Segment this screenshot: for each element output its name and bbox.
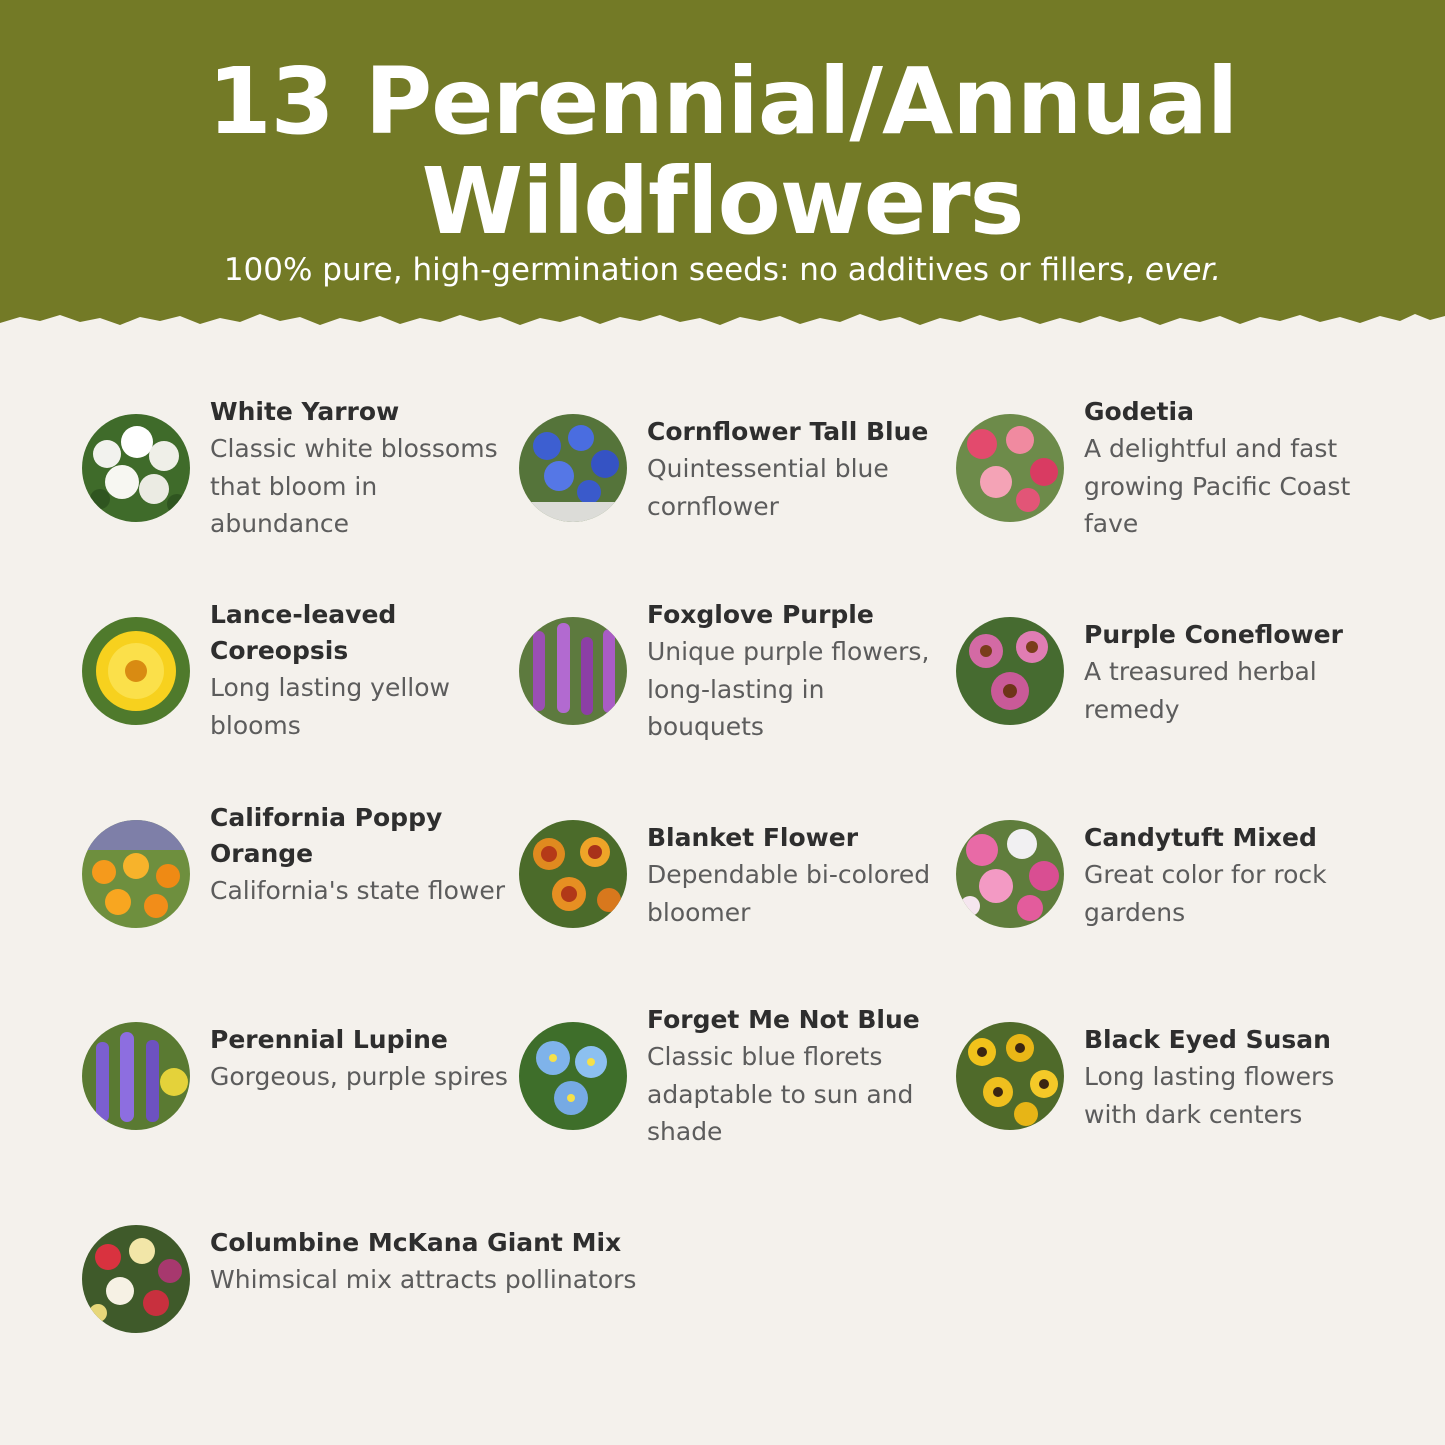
flower-description: Long lasting yellow blooms <box>210 673 450 740</box>
flower-description: Long lasting flowers with dark centers <box>1084 1062 1335 1129</box>
white-yarrow-photo-icon <box>82 414 190 522</box>
flower-description: Dependable bi-colored bloomer <box>647 860 931 927</box>
flower-description: A treasured herbal remedy <box>1084 657 1317 724</box>
flower-item <box>82 803 505 940</box>
flower-item <box>82 600 502 740</box>
flower-item <box>82 1225 722 1345</box>
flower-description: Gorgeous, purple spires <box>210 1062 508 1091</box>
flower-item <box>519 1005 939 1146</box>
flower-item <box>956 617 1376 737</box>
page-subtitle <box>0 250 1445 290</box>
black-eyed-susan-photo-icon <box>956 1022 1064 1130</box>
page-title-line-2: Wildflowers <box>421 148 1024 255</box>
flower-item <box>956 820 1376 940</box>
flower-name: Blanket Flower <box>647 823 859 852</box>
subtitle-emphasis: ever. <box>1144 252 1222 288</box>
columbine-photo-icon <box>82 1225 190 1333</box>
flower-item <box>519 414 939 534</box>
flower-name: Cornflower Tall Blue <box>647 417 929 446</box>
flower-name: Black Eyed Susan <box>1084 1025 1331 1054</box>
flower-item <box>82 397 502 538</box>
forget-me-not-photo-icon <box>519 1022 627 1130</box>
blanket-flower-photo-icon <box>519 820 627 928</box>
lupine-photo-icon <box>82 1022 190 1130</box>
flower-name: Columbine McKana Giant Mix <box>210 1228 622 1257</box>
flower-name: Perennial Lupine <box>210 1025 448 1054</box>
flower-name: Godetia <box>1084 397 1194 426</box>
flower-description: Great color for rock gardens <box>1084 860 1327 927</box>
flower-name: Lance-leaved Coreopsis <box>210 600 397 665</box>
flower-item <box>956 1022 1376 1142</box>
flower-item <box>519 820 939 940</box>
flower-description: Classic white blossoms that bloom in abundance <box>210 434 498 538</box>
flower-description: Unique purple flowers, long-lasting in bouquets <box>647 637 930 741</box>
poppy-photo-icon <box>82 820 190 928</box>
flower-name: Purple Coneflower <box>1084 620 1343 649</box>
header-band <box>0 0 1445 345</box>
cornflower-photo-icon <box>519 414 627 522</box>
flower-item <box>82 1022 508 1142</box>
flower-name: Forget Me Not Blue <box>647 1005 920 1034</box>
flower-name: White Yarrow <box>210 397 400 426</box>
flower-name: California Poppy Orange <box>210 803 443 868</box>
flower-description: Whimsical mix attracts pollinators <box>210 1265 637 1294</box>
coreopsis-photo-icon <box>82 617 190 725</box>
flower-description: Classic blue florets adaptable to sun and shade <box>647 1042 914 1146</box>
foxglove-photo-icon <box>519 617 627 725</box>
candytuft-photo-icon <box>956 820 1064 928</box>
flower-description: California's state flower <box>210 876 505 905</box>
godetia-photo-icon <box>956 414 1064 522</box>
subtitle-text: 100% pure, high-germination seeds: no additives or fillers, <box>223 252 1145 288</box>
flower-item <box>519 600 939 741</box>
flower-name: Candytuft Mixed <box>1084 823 1317 852</box>
flower-description: Quintessential blue cornflower <box>647 454 889 521</box>
flower-name: Foxglove Purple <box>647 600 874 629</box>
page-title-line-1: 13 Perennial/Annual <box>207 48 1238 155</box>
flower-item <box>956 397 1376 538</box>
flower-description: A delightful and fast growing Pacific Coast fave <box>1084 434 1351 538</box>
coneflower-photo-icon <box>956 617 1064 725</box>
